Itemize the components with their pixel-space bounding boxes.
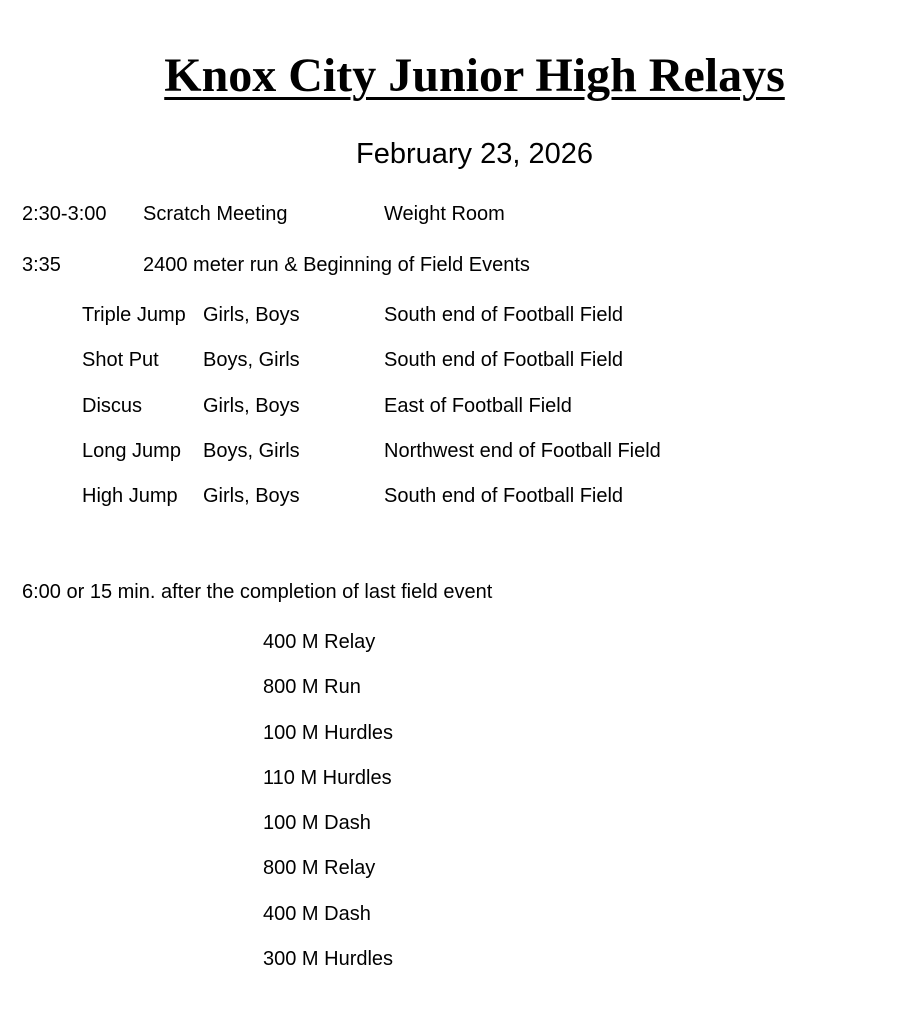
running-event: 100 M Hurdles <box>263 722 394 744</box>
scratch-event: Scratch Meeting <box>143 203 288 225</box>
field-event-location: Northwest end of Football Field <box>384 440 661 462</box>
page-title: Knox City Junior High Relays <box>164 49 785 102</box>
field-event-order: Girls, Boys <box>203 395 300 417</box>
field-event-name: Discus <box>82 395 143 417</box>
field-event-name: Triple Jump <box>82 304 186 326</box>
field-event-location: East of Football Field <box>384 395 572 417</box>
running-event: 110 M Hurdles <box>263 767 392 789</box>
running-event: 100 M Dash <box>263 812 371 834</box>
field-event-name: Shot Put <box>82 349 159 371</box>
running-event: 300 M Hurdles <box>263 948 394 970</box>
field-event-location: South end of Football Field <box>384 304 624 326</box>
running-event: 400 M Relay <box>263 631 376 653</box>
scratch-location: Weight Room <box>384 203 505 225</box>
meet-date: February 23, 2026 <box>356 138 593 170</box>
start-description: 2400 meter run & Beginning of Field Events <box>143 254 530 276</box>
field-event-location: South end of Football Field <box>384 349 624 371</box>
field-event-order: Girls, Boys <box>203 304 300 326</box>
field-event-order: Girls, Boys <box>203 485 300 507</box>
field-event-location: South end of Football Field <box>384 485 624 507</box>
field-event-order: Boys, Girls <box>203 440 300 462</box>
scratch-time: 2:30-3:00 <box>22 203 107 225</box>
start-time: 3:35 <box>22 254 61 276</box>
running-event: 400 M Dash <box>263 903 371 925</box>
running-heading: 6:00 or 15 min. after the completion of last field event <box>22 581 493 603</box>
running-event: 800 M Relay <box>263 857 376 879</box>
running-event: 800 M Run <box>263 676 361 698</box>
field-event-name: High Jump <box>82 485 178 507</box>
field-event-order: Boys, Girls <box>203 349 300 371</box>
field-event-name: Long Jump <box>82 440 181 462</box>
